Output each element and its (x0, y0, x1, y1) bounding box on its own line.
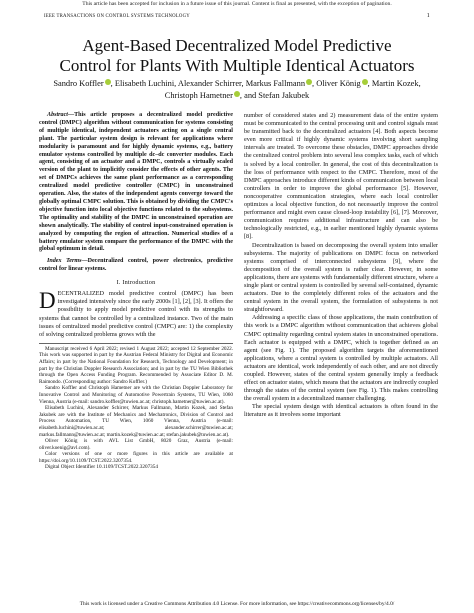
running-header (44, 12, 430, 22)
author-line-2: Christoph Hametner , and Stefan Jakubek (164, 91, 310, 100)
author-name: Christoph Hametner (164, 91, 233, 100)
acceptance-banner: This article has been accepted for inclusion in a future issue of this journal. Content is final as presented, with the exception of pagination. (82, 1, 392, 7)
orcid-icon[interactable] (234, 91, 240, 97)
title-line-2: Control for Plants With Multiple Identical Actuators (59, 56, 415, 75)
footnotes (39, 343, 233, 471)
footnote: Oliver König is with AVL List GmbH, 8020 Graz, Austria (e-mail: oliver.koenig@avl.com). (39, 438, 233, 451)
footnote: Color versions of one or more figures in this article are available at https://doi.org/10.1109/TCST.2022.3207354. (39, 451, 233, 464)
body-paragraph: Addressing a specific class of those applications, the main contribution of this work is a DMPC algorithm without communication that achieves global CMPC optimality regarding central system states in unconstrained operations. Each actuator is equipped with a DMPC, which is together defined as an agent (see Fig. 1). The proposed algorithm targets the aforementioned applications, where a central system is controlled by multiple actuators. All actuators are identical, work independently of each other, and are not directly coupled. However, states of the central system generally imply a feedback effect on actuator states, which means that the actuators are indirectly coupled through the states of the central system (see Fig. 1). This makes controlling the overall system in a decentralized manner challenging. (244, 314, 438, 403)
author-name: Alexander Schirrer (177, 79, 242, 88)
body-paragraph: number of considered states and 2) measurement data of the entire system must be communicated to the central processing unit and control signals must be transmitted back to the decentralized actuators [4]. Both aspects become even more critical if highly dynamic systems involving short sampling intervals are treated. To overcome these obstacles, DMPC approaches divide the centralized control problem into several less complex tasks, each of which is solved by a local controller. In general, the cost of this decentralization is the loss of performance with respect to the CMPC. Therefore, most of the DMPC approaches introduce different kinds of communication between local controllers in order to improve the global performance [5]. However, noncooperative communication strategies, where each local controller optimizes a local objective function, do not necessarily improve the control performance and might even cause closed-loop instability [6], [7]. Moreover, communication requires additional infrastructure and can also be technologically restricted, e.g., in earlier mentioned highly dynamic systems [8]. (244, 112, 438, 241)
body-paragraph: Decentralization is based on decomposing the overall system into smaller subsystems. The majority of publications on DMPC focus on networked systems comprised of interconnected subsystems [9], where the decomposition of the overall system is rather clear. However, in some applications, there are systems with fundamentally different structure, where a single plant or central system is controlled by several self-contained, dynamic actuators. Due to the completely different roles of the actuators and the central system in the overall system, the formulation of subsystems is not straightforward. (244, 241, 438, 314)
footnote: Sandro Koffler and Christoph Hametner are with the Christian Doppler Laboratory for Innovative Control and Monitoring of Automotive Powertrain Systems, TU Wien, 1060 Vienna, Austria (e-mail: sandro.koffler@tuwien.ac.at; christoph.hametner@tuwien.ac.at). (39, 385, 233, 405)
intro-paragraph (39, 290, 233, 339)
intro-text: ECENTRALIZED model predictive control (DMPC) has been investigated intensively since the early 2000s [1], [2], [3]. It offers the possibility to apply model predictive control with its strengths to systems that cannot be controlled by a centralized instance. Two of the main issues of centralized model predictive control (CMPC) are: 1) the complexity of solving centralized problems grows with the (39, 290, 233, 338)
abstract (39, 112, 233, 254)
index-terms (39, 258, 233, 274)
abstract-label: Abstract (47, 112, 68, 118)
right-column (244, 112, 438, 420)
index-terms-text: —Decentralized control, power electronics, predictive control for linear systems. (39, 258, 233, 273)
title-line-1: Agent-Based Decentralized Model Predictive (82, 36, 392, 55)
author-name: Sandro Koffler (53, 79, 104, 88)
author-name: and Stefan Jakubek (244, 91, 310, 100)
paper-title (30, 36, 444, 76)
drop-cap: D (39, 288, 56, 314)
author-name: Oliver König (316, 79, 361, 88)
left-column (39, 112, 233, 471)
orcid-icon[interactable] (362, 79, 368, 85)
index-terms-label: Index Terms (47, 258, 82, 265)
footnote: Manuscript received 6 April 2022; revised 1 August 2022; accepted 12 September 2022. This work was supported in part by the Austrian Federal Ministry for Digital and Economic Affairs; in part by the National Foundation for Research, Technology and Development; in part by the Christian Doppler Research Association; and in part by the TU Wien Bibliothek through the Open Access Funding Program. Recommended by Associate Editor D. M. Raimondo. (Corresponding author: Sandro Koffler.) (39, 345, 233, 385)
author-name: Martin Kozek, (371, 79, 421, 88)
orcid-icon[interactable] (105, 79, 111, 85)
journal-name: IEEE TRANSACTIONS ON CONTROL SYSTEMS TECHNOLOGY (44, 14, 190, 19)
abstract-text: —This article proposes a decentralized model predictive control (DMPC) algorithm without communication for systems consisting of multiple identical, independent actuators acting on a single central plant. The particular system design is relevant for applications where modularity is paramount and for highly dynamic systems, e.g., battery emulator systems controlled by multiple dc–dc converter modules. Each agent, consisting of an actuator and a DMPC, controls a virtually scaled version of the plant to implicitly consider the effects of other agents. The set of DMPCs achieves the same plant performance as a corresponding centralized model predictive controller (CMPC) in unconstrained operation. Also, the states of the independent agents converge toward the globally optimal CMPC solution. This is obtained by dividing the CMPC's objective function into local objective functions related to the subsystems. The optimality and stability of the DMPC in unconstrained operation are shown analytically. The stability of control input-constrained operation is analyzed by computing the region of attraction. Numerical studies of a battery emulator system compare the performance of the DMPC with the global optimum in detail. (39, 112, 233, 253)
section-heading: I. Introduction (116, 279, 156, 287)
author-line-1: Sandro Koffler , Elisabeth Luchini, Alexander Schirrer, Markus Fallmann , Oliver König , Martin Kozek, (53, 79, 421, 88)
license-footer: This work is licensed under a Creative Commons Attribution 4.0 License. For more information, see https://creativecommons.org/licenses/by/4.0/ (79, 601, 395, 607)
page-number: 1 (426, 13, 430, 19)
footnote: Digital Object Identifier 10.1109/TCST.2022.3207354 (45, 464, 158, 471)
author-list (30, 78, 444, 102)
body-paragraph: The special system design with identical actuators is often found in the literature as it involves some important (244, 403, 438, 419)
author-name: Markus Fallmann (245, 79, 306, 88)
author-name: Elisabeth Luchini (114, 79, 175, 88)
orcid-icon[interactable] (306, 79, 312, 85)
footnote: Elisabeth Luchini, Alexander Schirrer, Markus Fallmann, Martin Kozek, and Stefan Jakubek are with the Institute of Mechanics and Mechatronics, Division of Control and Process Automation, TU Wien, 1060 Vienna, Austria (e-mail: elisabeth.luchini@tuwien.ac.at; alexander.schirrer@tuwien.ac.at; markus.fallmann@tuwien.ac.at; martin.kozek@tuwien.ac.at; stefan.jakubek@tuwien.ac.at). (39, 405, 233, 438)
